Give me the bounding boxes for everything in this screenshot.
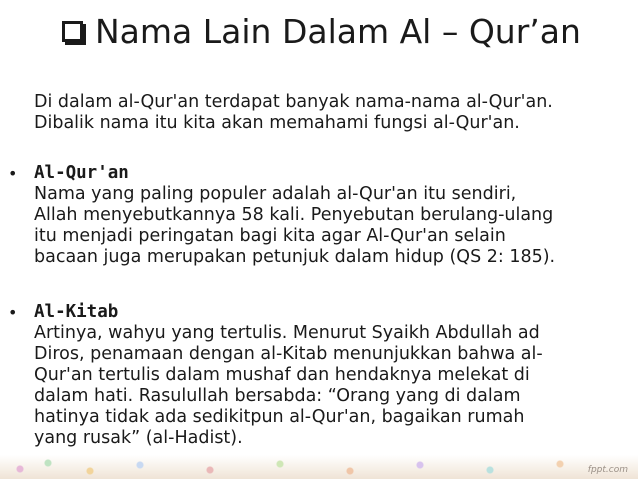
- slide-title: Nama Lain Dalam Al – Qur’an: [95, 12, 581, 51]
- slide-title-row: [62, 12, 581, 51]
- bullet-dot: •: [8, 303, 18, 322]
- item-line: itu menjadi peringatan bagi kita agar Al-Qur'an selain: [34, 226, 506, 246]
- intro-line: Di dalam al-Qur'an terdapat banyak nama-nama al-Qur'an.: [34, 92, 553, 112]
- bullet-dot: •: [8, 164, 18, 183]
- item-line: Allah menyebutkannya 58 kali. Penyebutan berulang-ulang: [34, 205, 554, 225]
- list-item-al-quran: [34, 163, 634, 268]
- item-heading: Al-Kitab: [34, 302, 119, 322]
- list-item-al-kitab: [34, 302, 634, 449]
- item-line: dalam hati. Rasulullah bersabda: “Orang yang di dalam: [34, 386, 521, 406]
- footer-watermark: fppt.com: [587, 465, 628, 475]
- intro-paragraph: [34, 92, 634, 134]
- item-heading: Al-Qur'an: [34, 163, 129, 183]
- intro-line: Dibalik nama itu kita akan memahami fungsi al-Qur'an.: [34, 113, 520, 133]
- item-line: yang rusak” (al-Hadist).: [34, 428, 243, 448]
- item-line: Nama yang paling populer adalah al-Qur'an itu sendiri,: [34, 184, 517, 204]
- item-line: Diros, penamaan dengan al-Kitab menunjukkan bahwa al-: [34, 344, 543, 364]
- checkbox-bullet-icon: [62, 21, 83, 42]
- item-line: bacaan juga merupakan petunjuk dalam hidup (QS 2: 185).: [34, 247, 556, 267]
- item-line: hatinya tidak ada sedikitpun al-Qur'an, bagaikan rumah: [34, 407, 525, 427]
- item-line: Artinya, wahyu yang tertulis. Menurut Syaikh Abdullah ad: [34, 323, 540, 343]
- decorative-footer-band: [0, 455, 638, 479]
- item-line: Qur'an tertulis dalam mushaf dan hendaknya melekat di: [34, 365, 530, 385]
